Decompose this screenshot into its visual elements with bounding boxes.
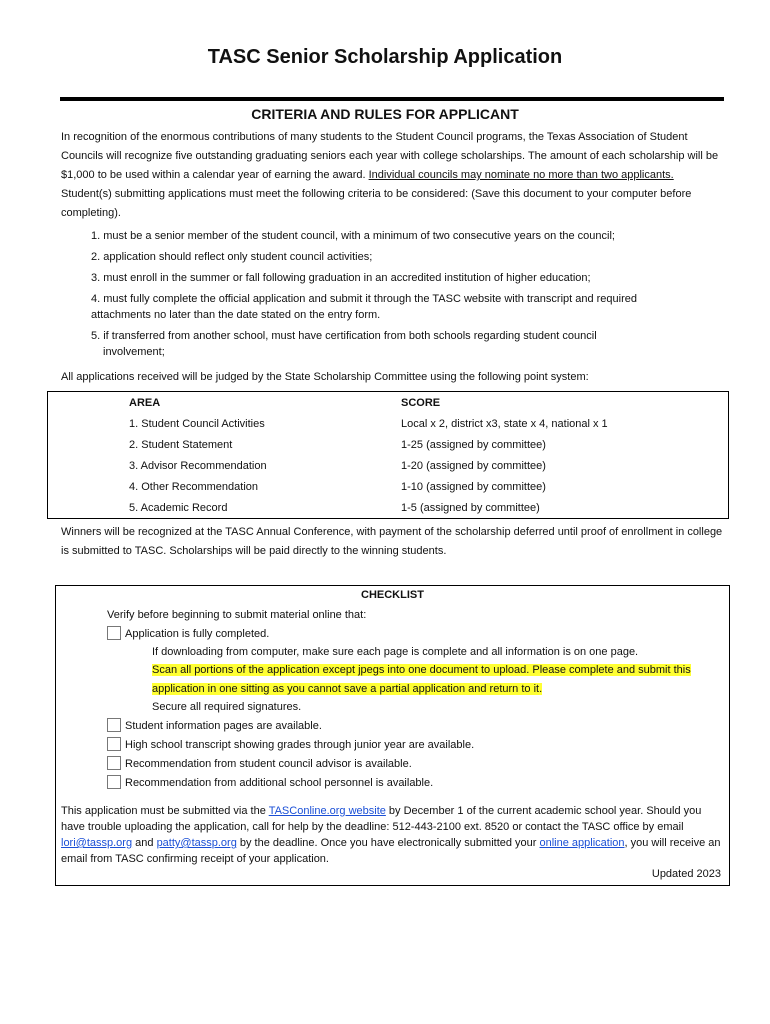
email-link-patty[interactable]: patty@tassp.org	[156, 837, 237, 849]
criteria-item: 2. application should reflect only student council activities;	[91, 251, 373, 263]
score-header: SCORE	[401, 397, 441, 409]
checklist-item-label: High school transcript showing grades through junior year are available.	[125, 739, 475, 751]
winners-paragraph: Winners will be recognized at the TASC Annual Conference, with payment of the scholarship deferred until proof of enrollment in college is submitted to TASC. Scholarships will be paid directly to the winning students.	[61, 526, 723, 557]
score-cell: 1-10 (assigned by committee)	[401, 481, 546, 493]
checkbox[interactable]	[107, 756, 121, 770]
checklist-item-label: Application is fully completed.	[125, 628, 270, 640]
checklist-item-personnel-recommendation	[107, 774, 433, 793]
intro-text-1: In recognition of the enormous contributions of many students to the Student Council programs, the Texas Association of Student Councils will recognize five outstanding graduating seniors each year with college scholarships. The amount of each scholarship will be $1,000 to be used within a calendar year of earning the award.	[61, 131, 719, 181]
checkbox[interactable]	[107, 775, 121, 789]
intro-text-2: Student(s) submitting applications must meet the following criteria to be considered: (Save this document to your computer before completing).	[61, 188, 692, 219]
criteria-heading: CRITERIA AND RULES FOR APPLICANT	[251, 106, 519, 122]
submission-text: and	[132, 837, 157, 849]
submission-text: This application must be submitted via the	[61, 805, 269, 817]
score-cell: Local x 2, district x3, state x 4, national x 1	[401, 418, 608, 430]
area-cell: 2. Student Statement	[129, 439, 233, 451]
checklist-box	[55, 585, 730, 886]
criteria-item: 3. must enroll in the summer or fall following graduation in an accredited institution of higher education;	[91, 272, 591, 284]
table-row	[48, 414, 728, 435]
judging-intro: All applications received will be judged by the State Scholarship Committee using the following point system:	[61, 371, 589, 383]
area-header: AREA	[129, 397, 161, 409]
area-cell: 3. Advisor Recommendation	[129, 460, 267, 472]
area-cell: 4. Other Recommendation	[129, 481, 259, 493]
submission-text: by the deadline. Once you have electronically submitted your	[236, 837, 540, 849]
checklist-title: CHECKLIST	[361, 589, 424, 601]
area-cell: 5. Academic Record	[129, 502, 228, 514]
checklist-item-label: Recommendation from student council advisor is available.	[125, 758, 412, 770]
highlighted-text: Scan all portions of the application except jpegs into one document to upload. Please complete and submit this	[152, 664, 691, 676]
checklist-item-student-info	[107, 717, 322, 736]
table-row	[48, 435, 728, 456]
tasconline-link[interactable]: TASConline.org website	[268, 805, 386, 817]
submission-instructions	[61, 803, 726, 867]
score-cell: 1-20 (assigned by committee)	[401, 460, 546, 472]
page-title: TASC Senior Scholarship Application	[207, 46, 563, 68]
table-row	[48, 498, 728, 519]
criteria-item-5-continuation: involvement;	[103, 346, 165, 358]
submission-text: , you will receive an email from TASC confirming receipt of your application.	[61, 837, 721, 865]
submission-text: by December 1 of the current academic school year. Should you have trouble uploading the application, call for help by the deadline: 512-443-2100 ext. 8520 or contact the TASC office by email	[61, 805, 702, 833]
area-cell: 1. Student Council Activities	[129, 418, 265, 430]
criteria-item: 1. must be a senior member of the student council, with a minimum of two consecutive years on the council;	[91, 230, 615, 242]
checklist-highlight-line	[152, 661, 691, 680]
email-link-lori[interactable]: lori@tassp.org	[61, 837, 133, 849]
criteria-item: 4. must fully complete the official application and submit it through the TASC website with transcript and required attachments no later than the date stated on the entry form.	[91, 293, 638, 321]
checklist-highlight-line	[152, 680, 542, 699]
table-row	[48, 477, 728, 498]
checklist-item-label: Recommendation from additional school personnel is available.	[125, 777, 434, 789]
checkbox[interactable]	[107, 626, 121, 640]
score-cell: 1-5 (assigned by committee)	[401, 502, 540, 514]
criteria-item-5-text: 5. if transferred from another school, must have certification from both schools regarding student council	[91, 330, 597, 342]
checklist-subitem: Secure all required signatures.	[152, 701, 302, 713]
checklist-subitem: If downloading from computer, make sure each page is complete and all information is on one page.	[152, 646, 639, 658]
online-application-link[interactable]: online application	[539, 837, 625, 849]
checklist-verify-text: Verify before beginning to submit material online that:	[107, 609, 367, 621]
score-cell: 1-25 (assigned by committee)	[401, 439, 546, 451]
checklist-item-application-complete	[107, 625, 269, 644]
score-table	[47, 391, 729, 519]
table-row	[48, 456, 728, 477]
highlighted-text: application in one sitting as you cannot save a partial application and return to it.	[152, 683, 543, 695]
updated-date: Updated 2023	[651, 868, 721, 880]
checklist-item-transcript	[107, 736, 474, 755]
intro-nomination-limit: Individual councils may nominate no more than two applicants.	[368, 169, 674, 181]
checkbox[interactable]	[107, 718, 121, 732]
score-table-header	[48, 393, 728, 414]
title-divider	[60, 97, 724, 101]
checklist-item-advisor-recommendation	[107, 755, 412, 774]
intro-paragraph	[61, 128, 721, 223]
checkbox[interactable]	[107, 737, 121, 751]
checklist-item-label: Student information pages are available.	[125, 720, 322, 732]
criteria-list	[91, 228, 691, 365]
criteria-item	[91, 328, 691, 360]
